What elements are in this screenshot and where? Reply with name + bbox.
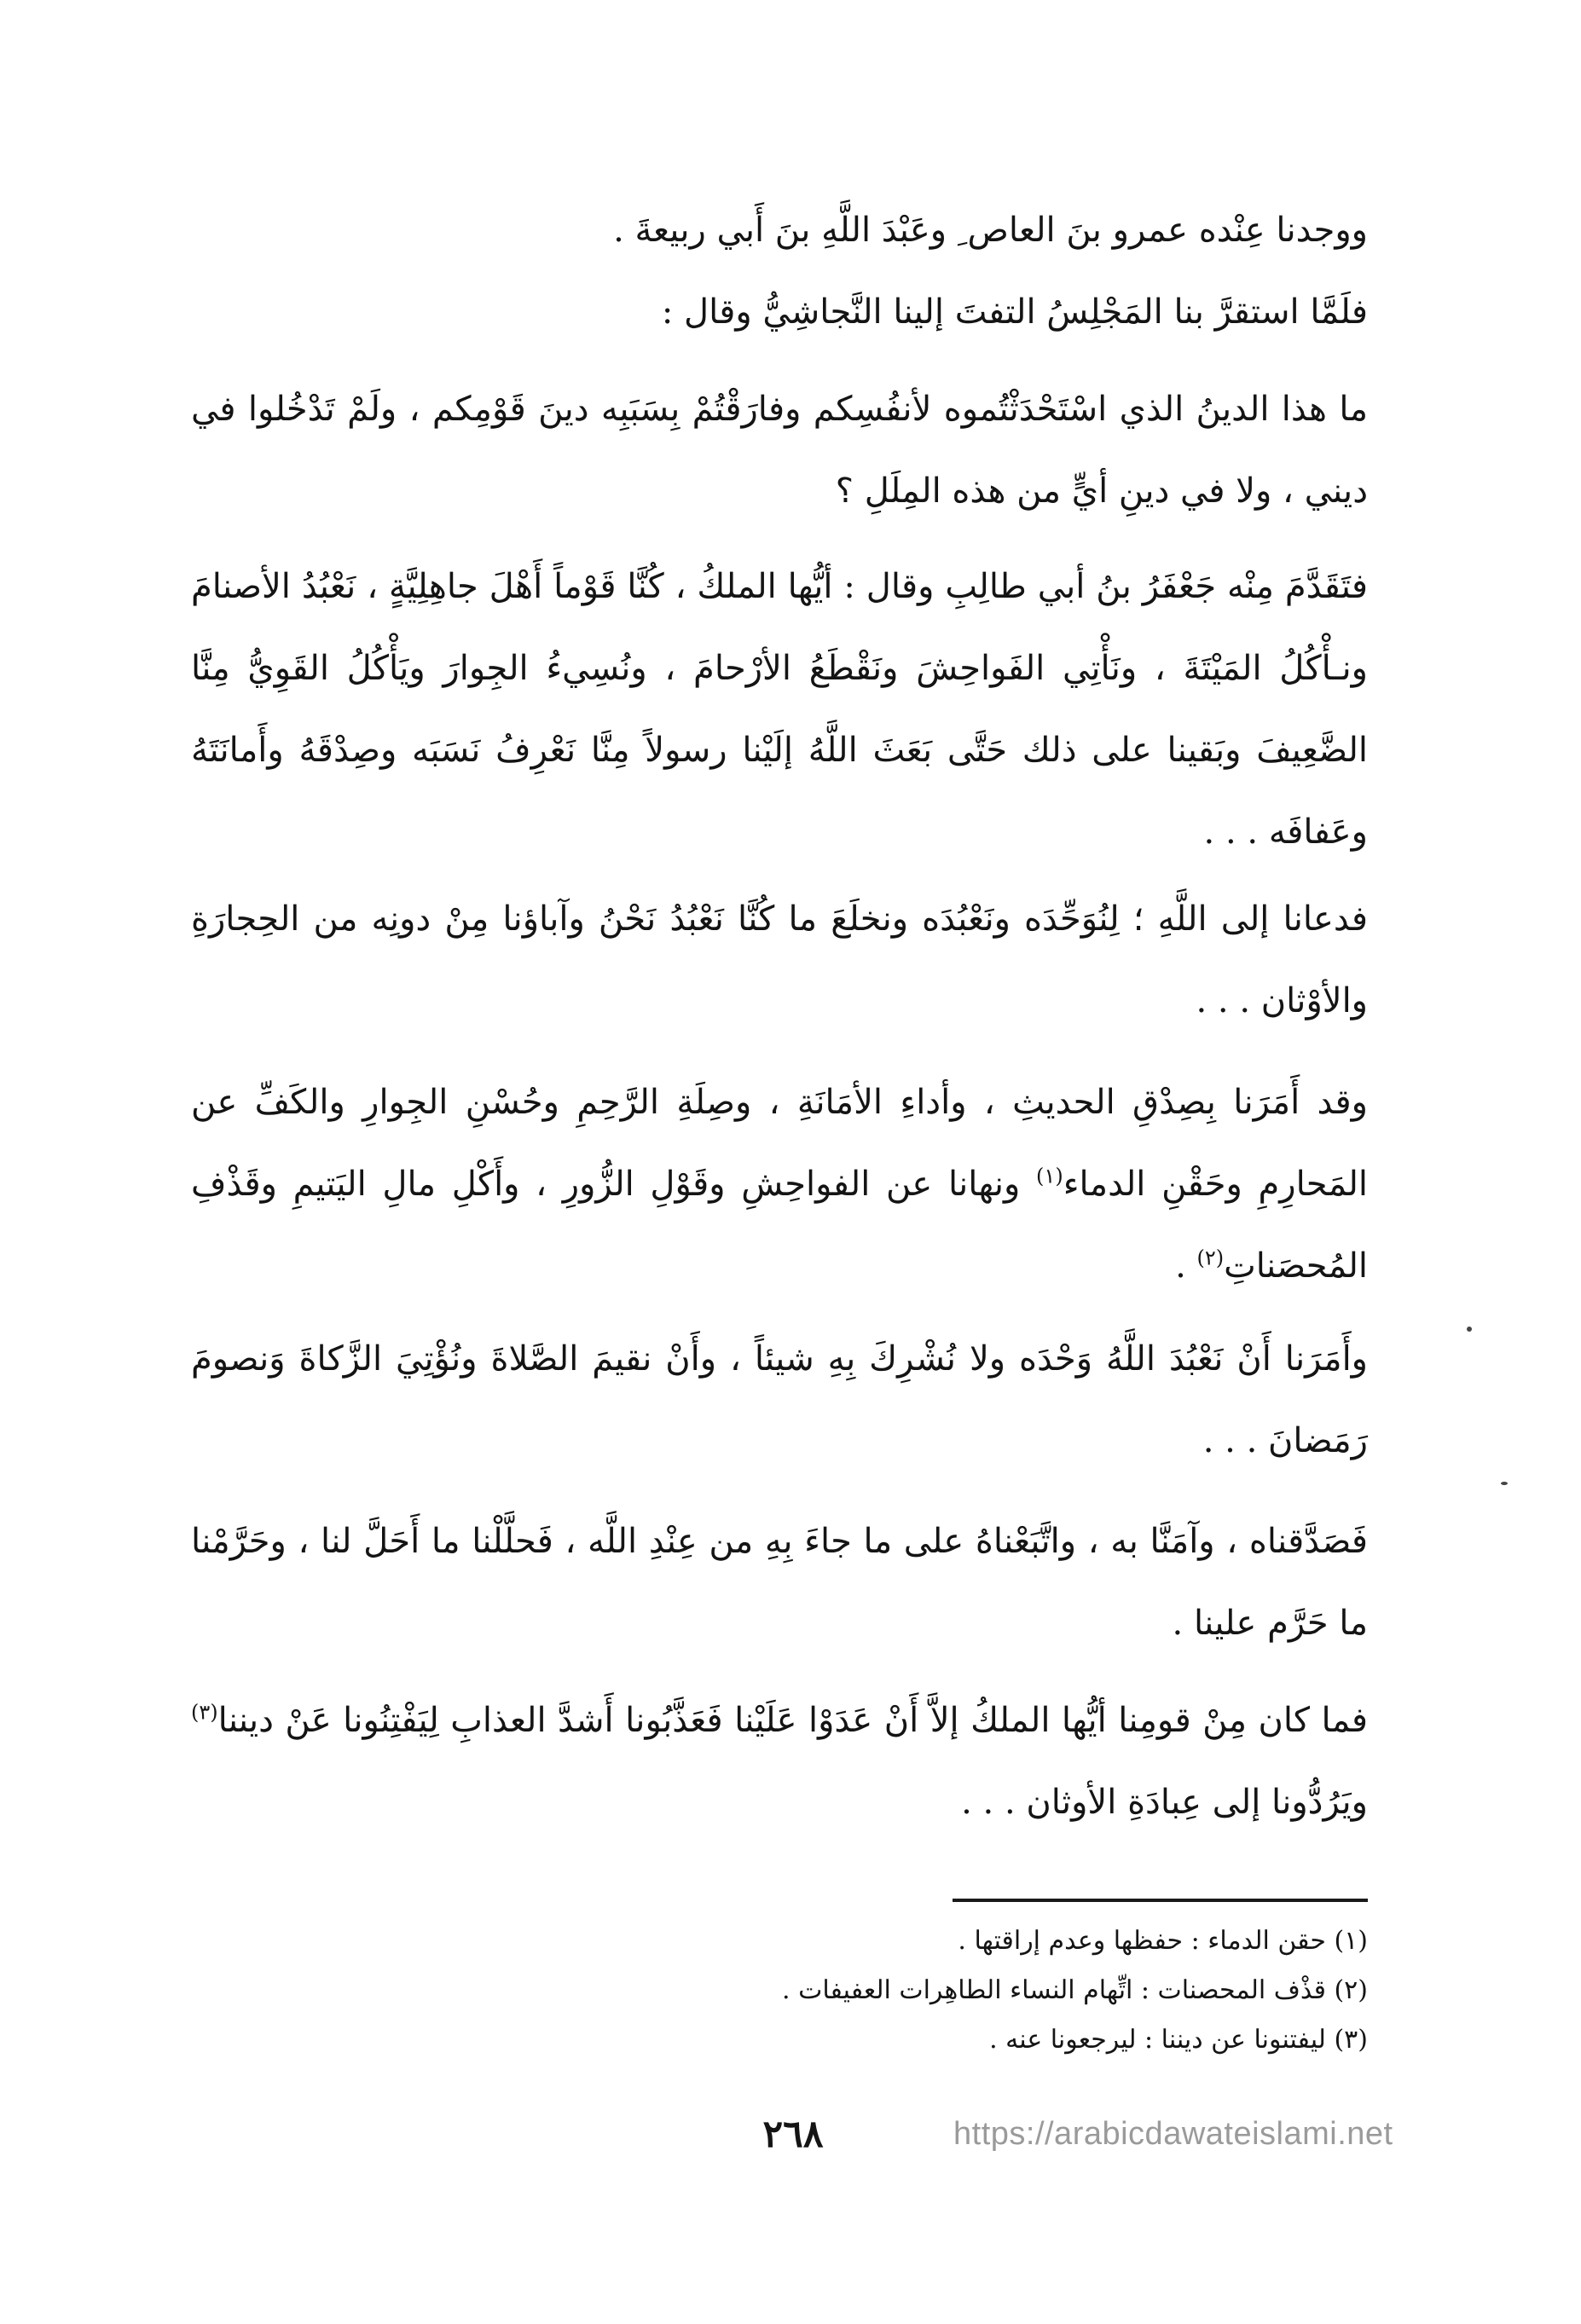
footnote-ref-3: (٣) — [191, 1700, 218, 1725]
paragraph-4: فتَقَدَّمَ مِنْه جَعْفَرُ بنُ أبي طالِبِ وقال : أيُّها الملكُ ، كُنَّا قَوْماً أَهْلَ جاهِلِيَّةٍ ، نَعْبُدُ الأصنامَ ونـأْكُلُ المَيْتَةَ ، ونَأْتِي الفَواحِشَ ونَقْطَعُ الأرْحامَ ، ونُسِيءُ الجِوارَ ويَأْكُلُ القَوِيُّ مِنَّا الضَّعِيفَ وبَقينا على ذلك حَتَّى بَعَثَ اللَّهُ إلَيْنا رسولاً مِنَّا نَعْرِفُ نَسَبَه وصِدْقَهُ وأَمانَتَهُ وعَفافَه . . . — [191, 567, 1369, 852]
paragraph-5: فدعانا إلى اللَّهِ ؛ لِنُوَحِّدَه ونَعْبُدَه ونخلَعَ ما كُنَّا نَعْبُدُ نَحْنُ وآباؤنا مِنْ دونِه من الحِجارَةِ والأوْثان . . . — [191, 899, 1368, 1020]
footnote-1: (١) حقن الدماء : حفظها وعدم إراقتها . — [958, 1926, 1368, 1956]
paragraph-1: ووجدنا عِنْده عمرو بنَ العاص ِ وعَبْدَ اللَّهِ بنَ أَبي ربيعةَ . — [613, 211, 1368, 250]
paragraph-2: فلَمَّا استقرَّ بنا المَجْلِسُ التفتَ إلينا النَّجاشِيُّ وقال : — [661, 292, 1368, 332]
footnotes-list — [515, 1916, 1368, 2065]
footnote-ref-1: (١) — [1036, 1164, 1063, 1188]
watermark-url: https://arabicdawateislami.net — [953, 2116, 1393, 2152]
paragraph-9-part-1: فما كان مِنْ قومِنا أيُّها الملكُ إلاَّ أَنْ عَدَوْا عَلَيْنا فَعَذَّبُونا أَشدَّ العذابِ لِيَفْتِنُونا عَنْ ديننا — [217, 1701, 1368, 1740]
paragraph-6-part-1: وقد أَمَرَنا بِصِدْقِ الحديثِ ، وأداءِ الأمَانَةِ ، وصِلَةِ الرَّحِمِ وحُسْنِ الجِوارِ والكَفِّ عن المَحارِمِ وحَقْنِ الدماء — [191, 1083, 1368, 1204]
page-number: ٢٦٨ — [762, 2113, 824, 2156]
paragraph-3: ما هذا الدينُ الذي اسْتَحْدَثْتُموه لأنفُسِكم وفارَقْتُمْ بِسَبَبِه دينَ قَوْمِكم ، ولَمْ تَدْخُلوا في ديني ، ولا في دينِ أيٍّ من هذه المِلَلِ ؟ — [191, 390, 1368, 511]
paragraph-6 — [191, 1061, 1368, 1307]
footnote-ref-2: (٢) — [1196, 1246, 1225, 1270]
paragraph-9-part-2: ويَرُدُّونا إلى عِبادَةِ الأوثان . . . — [961, 1783, 1368, 1822]
paragraph-7: وأَمَرَنا أَنْ نَعْبُدَ اللَّهُ وَحْدَه ولا نُشْرِكَ بِهِ شيئاً ، وأَنْ نقيمَ الصَّلاةَ ونُؤْتِيَ الزَّكاةَ وَنصومَ رَمَضانَ . . . — [191, 1339, 1368, 1460]
paragraph-6-part-2: ونهانا عن الفواحِشِ وقَوْلِ الزُّورِ ، وأَكْلِ مالِ اليَتيمِ وقَذْفِ المُحصَناتِ — [191, 1165, 1368, 1286]
scan-speck — [1501, 1482, 1508, 1485]
paragraph-9 — [191, 1679, 1368, 1843]
footnote-3: (٣) ليفتنونا عن ديننا : ليرجعونا عنه . — [989, 2025, 1368, 2055]
paragraph-6-part-3: . — [1175, 1246, 1197, 1286]
scan-speck — [1467, 1327, 1472, 1332]
footnote-2: (٢) قذْف المحصنات : اتِّهام النساء الطاهِرات العفيفات . — [782, 1975, 1368, 2005]
paragraph-8: فَصَدَّقناه ، وآمَنَّا به ، واتَّبَعْناهُ على ما جاءَ بِهِ من عِنْدِ اللَّه ، فَحلَّلْنا ما أَحَلَّ لنا ، وحَرَّمْنا ما حَرَّم علينا . — [191, 1522, 1368, 1643]
footnote-separator — [953, 1899, 1368, 1902]
